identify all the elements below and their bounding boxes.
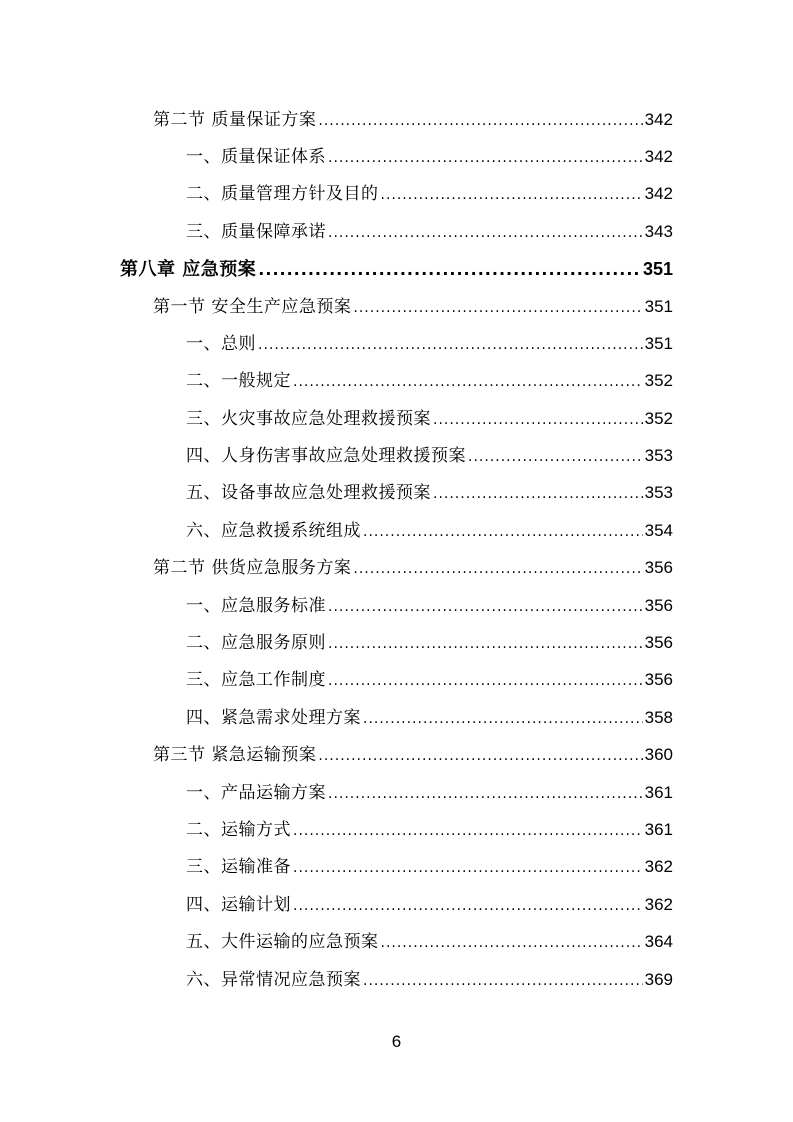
toc-entry[interactable] bbox=[186, 142, 673, 172]
toc-entry-title: 三、质量保障承诺 bbox=[186, 222, 326, 242]
toc-chapter-entry[interactable] bbox=[120, 254, 673, 284]
toc-entry-page: 361 bbox=[644, 783, 673, 802]
dot-leader bbox=[293, 816, 643, 846]
toc-entry[interactable] bbox=[186, 665, 673, 695]
toc-entry[interactable] bbox=[153, 292, 673, 322]
dot-leader bbox=[468, 442, 643, 472]
toc-entry-title: 四、运输计划 bbox=[186, 895, 291, 915]
toc-entry[interactable] bbox=[186, 852, 673, 882]
toc-entry-title: 三、火灾事故应急处理救援预案 bbox=[186, 409, 431, 429]
toc-entry-title: 六、异常情况应急预案 bbox=[186, 970, 361, 990]
dot-leader bbox=[293, 891, 643, 921]
dot-leader bbox=[258, 255, 641, 285]
dot-leader bbox=[363, 704, 643, 734]
dot-leader bbox=[328, 666, 643, 696]
toc-entry-page: 351 bbox=[644, 334, 673, 353]
toc-entry-title: 四、紧急需求处理方案 bbox=[186, 708, 361, 728]
dot-leader bbox=[433, 405, 643, 435]
toc-entry-page: 353 bbox=[644, 446, 673, 465]
toc-entry-title: 五、大件运输的应急预案 bbox=[186, 932, 379, 952]
dot-leader bbox=[328, 218, 643, 248]
toc-entry-page: 361 bbox=[644, 820, 673, 839]
dot-leader bbox=[328, 779, 643, 809]
toc-entry-title: 第二节 质量保证方案 bbox=[153, 110, 317, 130]
toc-entry-page: 343 bbox=[644, 222, 673, 241]
toc-entry[interactable] bbox=[153, 105, 673, 135]
toc-entry-title: 二、一般规定 bbox=[186, 371, 291, 391]
toc-entry[interactable] bbox=[186, 404, 673, 434]
toc-entry-title: 第二节 供货应急服务方案 bbox=[153, 558, 352, 578]
toc-entry-title: 二、运输方式 bbox=[186, 820, 291, 840]
toc-entry-title: 第八章 应急预案 bbox=[120, 259, 257, 280]
dot-leader bbox=[293, 853, 643, 883]
dot-leader bbox=[328, 143, 643, 173]
dot-leader bbox=[258, 330, 643, 360]
dot-leader bbox=[433, 479, 643, 509]
toc-entry-page: 362 bbox=[644, 895, 673, 914]
toc-entry[interactable] bbox=[186, 815, 673, 845]
toc-entry-title: 一、总则 bbox=[186, 334, 256, 354]
toc-entry[interactable] bbox=[186, 591, 673, 621]
toc-entry-title: 二、应急服务原则 bbox=[186, 633, 326, 653]
toc-entry[interactable] bbox=[186, 965, 673, 995]
toc-entry-page: 352 bbox=[644, 409, 673, 428]
dot-leader bbox=[328, 629, 643, 659]
toc-entry-page: 356 bbox=[644, 670, 673, 689]
toc-entry-page: 342 bbox=[644, 110, 673, 129]
toc-entry[interactable] bbox=[186, 703, 673, 733]
toc-entry-page: 356 bbox=[644, 633, 673, 652]
toc-entry-title: 二、质量管理方针及目的 bbox=[186, 184, 379, 204]
toc-entry-title: 第一节 安全生产应急预案 bbox=[153, 297, 352, 317]
toc-entry-page: 342 bbox=[644, 147, 673, 166]
toc-entry[interactable] bbox=[186, 927, 673, 957]
dot-leader bbox=[363, 517, 643, 547]
toc-entry[interactable] bbox=[153, 553, 673, 583]
toc-entry-page: 356 bbox=[644, 558, 673, 577]
toc-entry-title: 第三节 紧急运输预案 bbox=[153, 745, 317, 765]
toc-entry-page: 358 bbox=[644, 708, 673, 727]
dot-leader bbox=[353, 293, 642, 323]
dot-leader bbox=[293, 367, 643, 397]
toc-entry-title: 四、人身伤害事故应急处理救援预案 bbox=[186, 446, 466, 466]
dot-leader bbox=[318, 741, 642, 771]
toc-entry[interactable] bbox=[186, 179, 673, 209]
toc-entry-page: 354 bbox=[644, 521, 673, 540]
toc-entry[interactable] bbox=[186, 516, 673, 546]
toc-entry-title: 五、设备事故应急处理救援预案 bbox=[186, 483, 431, 503]
toc-entry[interactable] bbox=[186, 329, 673, 359]
dot-leader bbox=[363, 966, 643, 996]
toc-entry-page: 369 bbox=[644, 970, 673, 989]
toc-entry[interactable] bbox=[186, 441, 673, 471]
dot-leader bbox=[381, 180, 643, 210]
dot-leader bbox=[353, 554, 642, 584]
toc-entry[interactable] bbox=[186, 890, 673, 920]
dot-leader bbox=[318, 106, 642, 136]
toc-entry-title: 六、应急救援系统组成 bbox=[186, 521, 361, 541]
toc-entry-title: 三、应急工作制度 bbox=[186, 670, 326, 690]
toc-entry[interactable] bbox=[153, 740, 673, 770]
toc-entry-page: 342 bbox=[644, 184, 673, 203]
toc-entry-page: 351 bbox=[642, 259, 673, 279]
toc-entry-page: 353 bbox=[644, 483, 673, 502]
toc-entry[interactable] bbox=[186, 778, 673, 808]
toc-entry[interactable] bbox=[186, 366, 673, 396]
toc-entry-page: 352 bbox=[644, 371, 673, 390]
toc-entry-page: 360 bbox=[644, 745, 673, 764]
toc-entry[interactable] bbox=[186, 217, 673, 247]
toc-entry-page: 362 bbox=[644, 857, 673, 876]
toc-entry-title: 三、运输准备 bbox=[186, 857, 291, 877]
page-number: 6 bbox=[391, 1032, 402, 1051]
toc-entry[interactable] bbox=[186, 478, 673, 508]
toc-entry-title: 一、质量保证体系 bbox=[186, 147, 326, 167]
toc-entry-title: 一、应急服务标准 bbox=[186, 596, 326, 616]
dot-leader bbox=[328, 592, 643, 622]
toc-entry-page: 364 bbox=[644, 932, 673, 951]
toc-entry-page: 356 bbox=[644, 596, 673, 615]
dot-leader bbox=[381, 928, 643, 958]
toc-entry-page: 351 bbox=[644, 297, 673, 316]
toc-entry-title: 一、产品运输方案 bbox=[186, 783, 326, 803]
toc-entry[interactable] bbox=[186, 628, 673, 658]
